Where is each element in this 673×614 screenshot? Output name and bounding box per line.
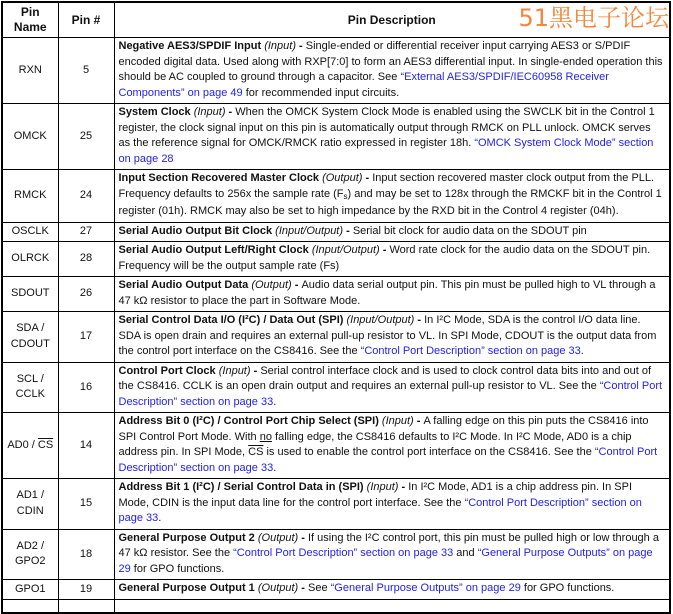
pin-description-cell [114, 479, 670, 530]
text-segment: $\overline{CS}$ [37, 438, 54, 451]
text-segment: If using the I²C control port, this pin must be pulled high or low through a 47 kΩ resistor. See the [118, 531, 659, 559]
doc-link[interactable]: “Control Port Description” section on page 33 [233, 547, 454, 559]
text-segment: (Input) [218, 364, 251, 377]
text-segment: Input Section Recovered Master Clock [118, 172, 323, 184]
text-segment: - [413, 415, 424, 427]
text-segment: OMCK [13, 129, 47, 142]
table-row [2, 479, 670, 530]
text-segment: falling edge, the CS8416 defaults to I²C Mode. In I²C Mode, AD0 is a chip address pin. In SPI Mode, [118, 430, 632, 458]
text-segment: - [295, 40, 306, 52]
text-segment: (Input) [264, 40, 296, 52]
pin-description-cell [114, 529, 670, 580]
pin-description-cell [114, 242, 670, 277]
text-segment: (Output) [257, 582, 299, 594]
text-segment: - [291, 279, 302, 291]
pin-description-table [1, 1, 671, 614]
text-segment: Input section recovered master clock output from the PLL. Frequency defaults to 256x the sample rate (F [118, 172, 655, 200]
doc-link[interactable]: “Control Port Description” section on page 33 [118, 496, 642, 524]
text-segment: - [362, 172, 373, 184]
text-segment: GPO1 [14, 582, 46, 595]
text-segment: Word rate clock for the audio data on the SDOUT pin. Frequency will be the output sample rate (Fs) [118, 244, 651, 272]
text-segment: AD1 / [16, 489, 44, 502]
text-segment: $\overline{CS}$ [248, 446, 264, 458]
table-row [2, 413, 670, 479]
text-segment: Control Port Clock [118, 364, 219, 377]
text-segment: General Purpose Output 2 [118, 531, 258, 544]
pin-description-cell [114, 312, 670, 363]
text-segment: - [298, 582, 308, 594]
text-segment: SDOUT [11, 287, 50, 300]
pin-description-cell [114, 38, 670, 104]
pin-name-cell [2, 529, 58, 580]
pin-description-cell [114, 222, 670, 242]
pin-number-cell: 19 [58, 580, 114, 600]
text-segment: s [343, 191, 348, 201]
table-row [2, 242, 670, 277]
table-row [2, 222, 670, 242]
text-segment: RXN [18, 63, 42, 76]
text-segment: Serial control interface clock and is used to clock control data bits into and out of the CS8416. CCLK is an open drain output and requires an external pull-up resistor to VL. See the [118, 364, 652, 392]
pin-name-cell [2, 580, 58, 600]
text-segment: Serial Control Data I/O (I²C) / Data Out (SPI) [118, 314, 347, 326]
pin-name-cell [2, 479, 58, 530]
text-segment: - [298, 531, 308, 544]
text-segment: Audio data serial output pin. This pin must be pulled high to VL through a 47 kΩ resistor to place the part in Software Mode. [118, 279, 656, 307]
pin-name-cell [2, 277, 58, 312]
text-segment: and [453, 547, 478, 559]
text-segment: . [158, 512, 162, 524]
text-segment: (Output) [322, 172, 363, 184]
text-segment: A falling edge on this pin puts the CS8416 into SPI Control Port Mode. With [118, 415, 649, 443]
pin-description-cell [114, 170, 670, 223]
pin-name-cell [2, 413, 58, 479]
pin-number-cell: 24 [58, 170, 114, 223]
pin-number-cell: 26 [58, 277, 114, 312]
text-segment: - [414, 314, 425, 326]
doc-link[interactable]: “Control Port Description” section on page 33 [118, 446, 658, 474]
text-segment: for GPO functions. [520, 582, 615, 594]
pin-description-cell [114, 580, 670, 600]
pin-description-cell [114, 104, 670, 170]
pin-name-cell [2, 170, 58, 223]
pin-number-cell: 16 [58, 362, 114, 413]
text-segment: - [250, 364, 261, 377]
pin-description-cell [114, 277, 670, 312]
header-pin-number: Pin # [58, 2, 114, 38]
text-segment: - [379, 244, 390, 256]
table-row [2, 580, 670, 600]
text-segment: System Clock [118, 106, 194, 118]
doc-link[interactable]: “External AES3/SPDIF/IEC60958 Receiver Components” on page 49 [118, 71, 609, 99]
text-segment: ) and may be set to 128x through the RMCKF bit in the Control 1 register (01h). RMCK may also be set to high impedance by the RXD bit in the Control 4 register (04h). [118, 187, 662, 217]
table-row [2, 312, 670, 363]
text-segment: Serial Audio Output Left/Right Clock [118, 244, 312, 256]
text-segment: See [308, 582, 331, 594]
text-segment: - [398, 481, 409, 493]
pin-description-cell [114, 413, 670, 479]
pin-number-cell: 14 [58, 413, 114, 479]
text-segment: Serial bit clock for audio data on the SDOUT pin [352, 224, 587, 237]
doc-link[interactable]: “OMCK System Clock Mode” section on page 28 [118, 137, 654, 165]
doc-link[interactable]: “Control Port Description” section on page 33 [360, 345, 581, 357]
text-segment: for recommended input circuits. [242, 86, 400, 99]
table-row [2, 529, 670, 580]
pin-name-cell [2, 104, 58, 170]
text-segment: SCL / [16, 372, 44, 385]
text-segment: (Output) [251, 279, 292, 291]
text-segment: . [580, 345, 584, 357]
text-segment: When the OMCK System Clock Mode is enabled using the SWCLK bit in the Control 1 register, the clock signal input on this pin is automatically output through RMCK on PLL unlock. OMCK serves as the reference signal for OMCK/RMCK ratio expressed in register 18h. [118, 106, 655, 149]
text-segment: CDIN [16, 504, 44, 517]
pin-number-cell: 17 [58, 312, 114, 363]
text-segment: In I²C Mode, SDA is the control I/O data line. SDA is open drain and requires an external pull-up resistor to VL. In SPI Mode, CDOUT is the output data from the control port interface on the CS8416. See the [118, 314, 657, 357]
pin-number-cell: 25 [58, 104, 114, 170]
watermark: 51黑电子论坛 [518, 4, 669, 32]
pin-name-cell [2, 38, 58, 104]
partial-table-row [2, 599, 670, 613]
text-segment: (Input) [381, 415, 414, 427]
text-segment: . [273, 395, 277, 408]
text-segment: (Input/Output) [275, 224, 344, 237]
text-segment: (Input/Output) [311, 244, 380, 256]
text-segment: (Input) [366, 481, 399, 493]
text-segment: CDOUT [10, 337, 50, 350]
pin-number-cell: 5 [58, 38, 114, 104]
text-segment: RMCK [14, 189, 47, 201]
pin-name-cell [2, 222, 58, 242]
text-segment: General Purpose Output 1 [118, 582, 258, 594]
header-pin-description: Pin Description [114, 2, 670, 38]
text-segment: is used to enable the control port interface on the CS8416. See the [263, 446, 595, 458]
empty-cell [58, 599, 114, 613]
text-segment: Serial Audio Output Bit Clock [118, 224, 276, 237]
text-segment: Address Bit 0 (I²C) / Control Port Chip Select (SPI) [118, 415, 382, 427]
text-segment: . [273, 461, 277, 474]
text-segment: Address Bit 1 (I²C) / Serial Control Data in (SPI) [118, 481, 367, 493]
text-segment: (Input/Output) [346, 314, 415, 326]
text-segment: - [225, 106, 236, 118]
doc-link[interactable]: “Control Port Description” section on page 33 [118, 380, 663, 408]
doc-link[interactable]: “General Purpose Outputs” on page 29 [118, 547, 653, 575]
pin-number-cell: 18 [58, 529, 114, 580]
text-segment: Serial Audio Output Data [118, 279, 252, 291]
empty-cell [114, 599, 670, 613]
table-row [2, 277, 670, 312]
pin-name-cell [2, 242, 58, 277]
pin-description-cell [114, 362, 670, 413]
header-pin-name: Pin Name [2, 2, 58, 38]
text-segment: GPO2 [14, 555, 46, 568]
pin-name-cell [2, 362, 58, 413]
pin-number-cell: 15 [58, 479, 114, 530]
text-segment: SDA / [16, 322, 45, 335]
text-segment: - [343, 224, 353, 237]
text-segment: (Output) [257, 531, 299, 544]
text-segment: no [259, 430, 272, 443]
text-segment: AD2 / [16, 539, 44, 552]
text-segment: AD0 / [7, 438, 38, 451]
text-segment: Negative AES3/SPDIF Input [118, 40, 265, 52]
text-segment: Single-ended or differential receiver input carrying AES3 or S/PDIF encoded digital data. Used along with RXP[7:0] to form an AES3 differential input. In single-ended operation this should be AC coupled to ground through a capacitor. See [118, 40, 663, 83]
pin-number-cell: 27 [58, 222, 114, 242]
text-segment: (Input) [193, 106, 226, 118]
table-row [2, 38, 670, 104]
pin-name-cell [2, 312, 58, 363]
text-segment: CCLK [15, 388, 45, 401]
table-row [2, 170, 670, 223]
text-segment: for GPO functions. [130, 562, 225, 575]
table-row [2, 362, 670, 413]
pin-number-cell: 28 [58, 242, 114, 277]
text-segment: OSCLK [11, 225, 49, 237]
empty-cell [2, 599, 58, 613]
text-segment: OLRCK [11, 252, 50, 265]
text-segment: In I²C Mode, AD1 is a chip address pin. In SPI Mode, CDIN is the input data line for the control port interface. See the [118, 481, 633, 509]
doc-link[interactable]: “General Purpose Outputs” on page 29 [330, 582, 521, 594]
table-row [2, 104, 670, 170]
pin-table-body [2, 38, 670, 614]
